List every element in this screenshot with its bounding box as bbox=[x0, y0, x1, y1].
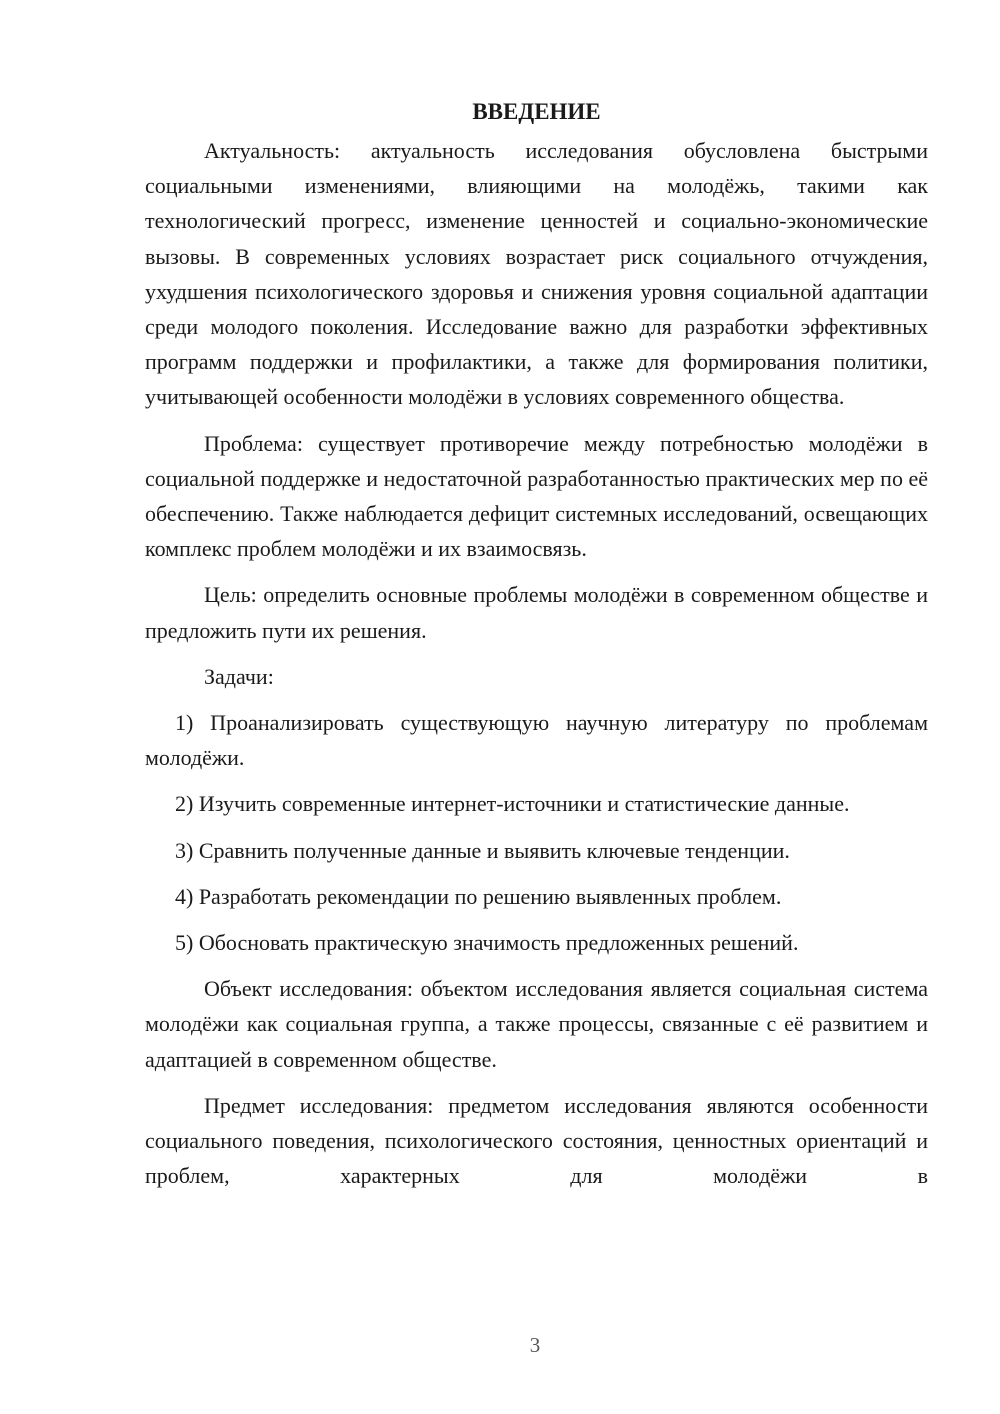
tasks-label: Задачи: bbox=[204, 663, 274, 689]
paragraph-object: Объект исследования: объектом исследования является социальная система молодёжи как социальная группа, а также процессы, связанные с её развитием и адаптацией в современном обществе. bbox=[145, 976, 928, 1072]
paragraph-subject: Предмет исследования: предметом исследования являются особенности социального поведения, психологического состояния, ценностных ориентаций и проблем, характерных для молодёжи в bbox=[145, 1092, 928, 1189]
task-item-1: 1) Проанализировать существующую научную литературу по проблемам молодёжи. bbox=[145, 710, 928, 771]
document-page bbox=[145, 95, 928, 1204]
section-heading: ВВЕДЕНИЕ bbox=[472, 99, 601, 124]
task-item-3: 3) Сравнить полученные данные и выявить ключевые тенденции. bbox=[175, 837, 790, 863]
task-item-5: 5) Обосновать практическую значимость предложенных решений. bbox=[175, 930, 799, 956]
paragraph-problem: Проблема: существует противоречие между потребностью молодёжи в социальной поддержке и недостаточной разработанностью практических мер по её обеспечению. Также наблюдается дефицит системных исследований, освещающих комплекс проблем молодёжи и их взаимосвязь. bbox=[145, 430, 928, 562]
page-number: 3 bbox=[529, 1333, 541, 1357]
task-item-2: 2) Изучить современные интернет-источники и статистические данные. bbox=[175, 791, 850, 817]
paragraph-goal: Цель: определить основные проблемы молодёжи в современном обществе и предложить пути их решения. bbox=[145, 582, 928, 643]
task-item-4: 4) Разработать рекомендации по решению выявленных проблем. bbox=[175, 883, 782, 909]
paragraph-relevance: Актуальность: актуальность исследования обусловлена быстрыми социальными изменениями, влияющими на молодёжь, такими как технологический прогресс, изменение ценностей и социально-экономические вызовы. В современных условиях возрастает риск социального отчуждения, ухудшения психологического здоровья и снижения уровня социальной адаптации среди молодого поколения. Исследование важно для разработки эффективных программ поддержки и профилактики, а также для формирования политики, учитывающей особенности молодёжи в условиях современного общества. bbox=[145, 138, 928, 410]
